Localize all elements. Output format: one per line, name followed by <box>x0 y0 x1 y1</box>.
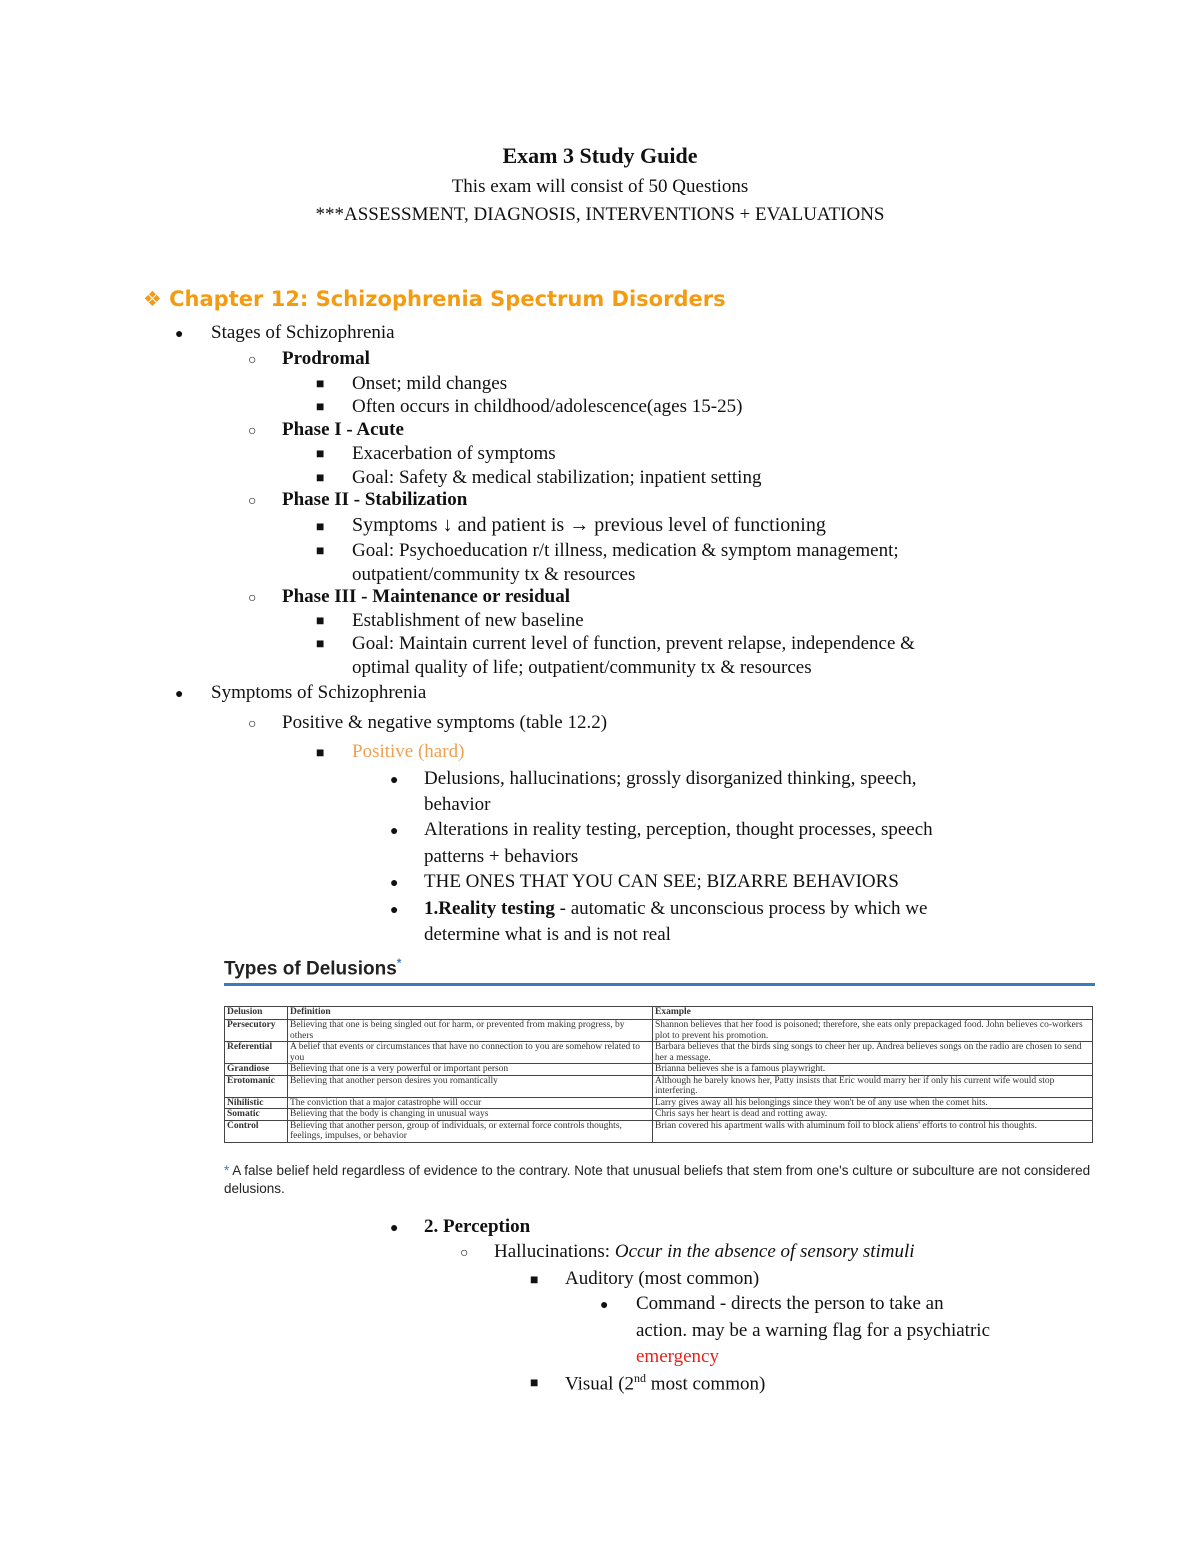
command-line-1: Command - directs the person to take an <box>636 1293 944 1314</box>
delusion-example: Larry gives away all his belongings since they won't be of any use when the comet hits. <box>653 1097 1093 1109</box>
footnote-text: A false belief held regardless of evidence to the contrary. Note that unusual beliefs that stem from one's culture or subculture are not considered delusions. <box>224 1163 1091 1196</box>
emergency-text: emergency <box>636 1346 719 1367</box>
bullet-square-icon: ■ <box>316 471 325 486</box>
hallucinations-label: Hallucinations: <box>494 1241 615 1262</box>
table-row <box>225 1020 1093 1042</box>
table-header-row <box>225 1007 1093 1020</box>
table-row <box>225 1064 1093 1076</box>
delusion-example: Barbara believes that the birds sing songs to cheer her up. Andrea believes songs on the radio are chosen to send her a message. <box>653 1042 1093 1064</box>
auditory-label: Auditory (most common) <box>565 1268 760 1289</box>
bullet-square-icon: ■ <box>316 520 325 535</box>
phase2-item-2: Goal: Psychoeducation r/t illness, medication & symptom management; <box>352 540 899 561</box>
bullet-square-icon: ■ <box>316 614 325 629</box>
visual-text-post: most common) <box>646 1373 766 1395</box>
asterisk-icon: * <box>224 1163 230 1178</box>
delusion-example: Although he barely knows her, Patty insists that Eric would marry her if only his current wife would stop interfering. <box>653 1075 1093 1097</box>
perception-title: 2. Perception <box>424 1216 531 1237</box>
bullet-disc-icon: ● <box>390 1221 399 1236</box>
delusions-table <box>224 1006 1093 1143</box>
phase3-item-2-cont: optimal quality of life; outpatient/community tx & resources <box>352 657 812 678</box>
delusion-definition: Believing that one is being singled out for harm, or prevented from making progress, by others <box>288 1020 653 1042</box>
column-header: Example <box>653 1007 1093 1020</box>
exam-focus: ***ASSESSMENT, DIAGNOSIS, INTERVENTIONS + EVALUATIONS <box>315 204 885 225</box>
positive-item-1: Delusions, hallucinations; grossly disorganized thinking, speech, <box>424 768 917 789</box>
delusion-definition: Believing that another person, group of individuals, or external force controls thoughts, feelings, impulses, or behavior <box>288 1120 653 1142</box>
delusion-type: Control <box>225 1120 288 1142</box>
delusion-type: Grandiose <box>225 1064 288 1076</box>
bullet-disc-icon: ● <box>390 876 399 891</box>
figure-rule <box>224 983 1095 986</box>
delusion-example: Shannon believes that her food is poisoned; therefore, she eats only prepackaged food. John believes co-workers plot to prevent his promotion. <box>653 1020 1093 1042</box>
phase2-title: Phase II - Stabilization <box>282 489 468 510</box>
phase2-item-1: Symptoms ↓ and patient is → previous level of functioning <box>352 514 826 536</box>
chapter-title: Chapter 12: Schizophrenia Spectrum Disorders <box>169 287 726 311</box>
reality-testing <box>424 898 927 920</box>
prodromal-item-1: Onset; mild changes <box>352 373 508 394</box>
positive-item-2-cont: patterns + behaviors <box>424 846 579 867</box>
bullet-circle-icon: ○ <box>248 494 257 509</box>
bullet-circle-icon: ○ <box>248 591 257 606</box>
table-row <box>225 1075 1093 1097</box>
column-header: Delusion <box>225 1007 288 1020</box>
bullet-disc-icon: ● <box>390 903 399 918</box>
table-row <box>225 1109 1093 1121</box>
prodromal-item-2: Often occurs in childhood/adolescence(ages 15-25) <box>352 396 743 417</box>
delusion-definition: Believing that one is a very powerful or important person <box>288 1064 653 1076</box>
bullet-square-icon: ■ <box>530 1376 539 1391</box>
diamond-icon: ❖ <box>143 287 162 311</box>
visual-text-pre: Visual (2 <box>565 1373 635 1395</box>
positive-item-3: THE ONES THAT YOU CAN SEE; BIZARRE BEHAVIORS <box>424 871 899 892</box>
subtitle: This exam will consist of 50 Questions <box>451 176 749 197</box>
delusions-heading <box>224 956 401 980</box>
page-title: Exam 3 Study Guide <box>502 143 698 168</box>
reality-testing-text: - automatic & unconscious process by which we <box>554 898 928 919</box>
delusion-type: Referential <box>225 1042 288 1064</box>
phase3-item-1: Establishment of new baseline <box>352 610 584 631</box>
positive-item-2: Alterations in reality testing, perception, thought processes, speech <box>424 819 933 840</box>
phase1-title: Phase I - Acute <box>282 419 404 440</box>
delusion-definition: Believing that the body is changing in unusual ways <box>288 1109 653 1121</box>
delusion-definition: Believing that another person desires you romantically <box>288 1075 653 1097</box>
reality-testing-cont: determine what is and is not real <box>424 924 671 945</box>
bullet-square-icon: ■ <box>530 1273 539 1288</box>
bullet-disc-icon: ● <box>390 824 399 839</box>
visual-label <box>565 1371 765 1395</box>
bullet-square-icon: ■ <box>316 637 325 652</box>
phase1-item-2: Goal: Safety & medical stabilization; inpatient setting <box>352 467 762 488</box>
bullet-circle-icon: ○ <box>460 1246 469 1261</box>
delusion-example: Chris says her heart is dead and rotting away. <box>653 1109 1093 1121</box>
asterisk-icon: * <box>396 956 402 970</box>
bullet-square-icon: ■ <box>316 746 325 761</box>
bullet-circle-icon: ○ <box>248 424 257 439</box>
delusions-heading-text: Types of Delusions <box>224 958 397 980</box>
phase1-item-1: Exacerbation of symptoms <box>352 443 556 464</box>
bullet-disc-icon: ● <box>600 1298 609 1313</box>
chapter-heading <box>143 287 726 311</box>
stages-label: Stages of Schizophrenia <box>211 322 395 343</box>
reality-testing-title: 1.Reality testing <box>424 898 555 919</box>
table-row <box>225 1097 1093 1109</box>
table-row <box>225 1042 1093 1064</box>
bullet-circle-icon: ○ <box>248 353 257 368</box>
positive-item-1-cont: behavior <box>424 794 491 815</box>
pos-neg-label: Positive & negative symptoms (table 12.2) <box>282 712 608 733</box>
phase3-title: Phase III - Maintenance or residual <box>282 586 570 607</box>
bullet-square-icon: ■ <box>316 400 325 415</box>
hallucinations-definition: Occur in the absence of sensory stimuli <box>614 1241 915 1262</box>
hallucinations-line <box>494 1241 915 1263</box>
delusion-definition: The conviction that a major catastrophe will occur <box>288 1097 653 1109</box>
bullet-square-icon: ■ <box>316 544 325 559</box>
delusion-example: Brian covered his apartment walls with aluminum foil to block aliens' efforts to control his thoughts. <box>653 1120 1093 1142</box>
command-line-2: action. may be a warning flag for a psychiatric <box>636 1320 990 1341</box>
delusions-footnote <box>224 1162 1096 1198</box>
symptoms-label: Symptoms of Schizophrenia <box>211 682 427 703</box>
bullet-disc-icon: ● <box>175 327 184 342</box>
delusion-type: Nihilistic <box>225 1097 288 1109</box>
bullet-circle-icon: ○ <box>248 717 257 732</box>
delusion-type: Erotomanic <box>225 1075 288 1097</box>
column-header: Definition <box>288 1007 653 1020</box>
delusion-example: Brianna believes she is a famous playwright. <box>653 1064 1093 1076</box>
table-row <box>225 1120 1093 1142</box>
positive-label: Positive (hard) <box>352 741 465 762</box>
prodromal-title: Prodromal <box>282 348 370 369</box>
bullet-square-icon: ■ <box>316 447 325 462</box>
delusion-definition: A belief that events or circumstances that have no connection to you are somehow related to you <box>288 1042 653 1064</box>
bullet-disc-icon: ● <box>390 773 399 788</box>
delusion-type: Somatic <box>225 1109 288 1121</box>
phase2-item-2-cont: outpatient/community tx & resources <box>352 564 636 585</box>
phase3-item-2: Goal: Maintain current level of function, prevent relapse, independence & <box>352 633 915 654</box>
bullet-square-icon: ■ <box>316 377 325 392</box>
delusion-type: Persecutory <box>225 1020 288 1042</box>
bullet-disc-icon: ● <box>175 687 184 702</box>
visual-superscript: nd <box>634 1371 647 1385</box>
